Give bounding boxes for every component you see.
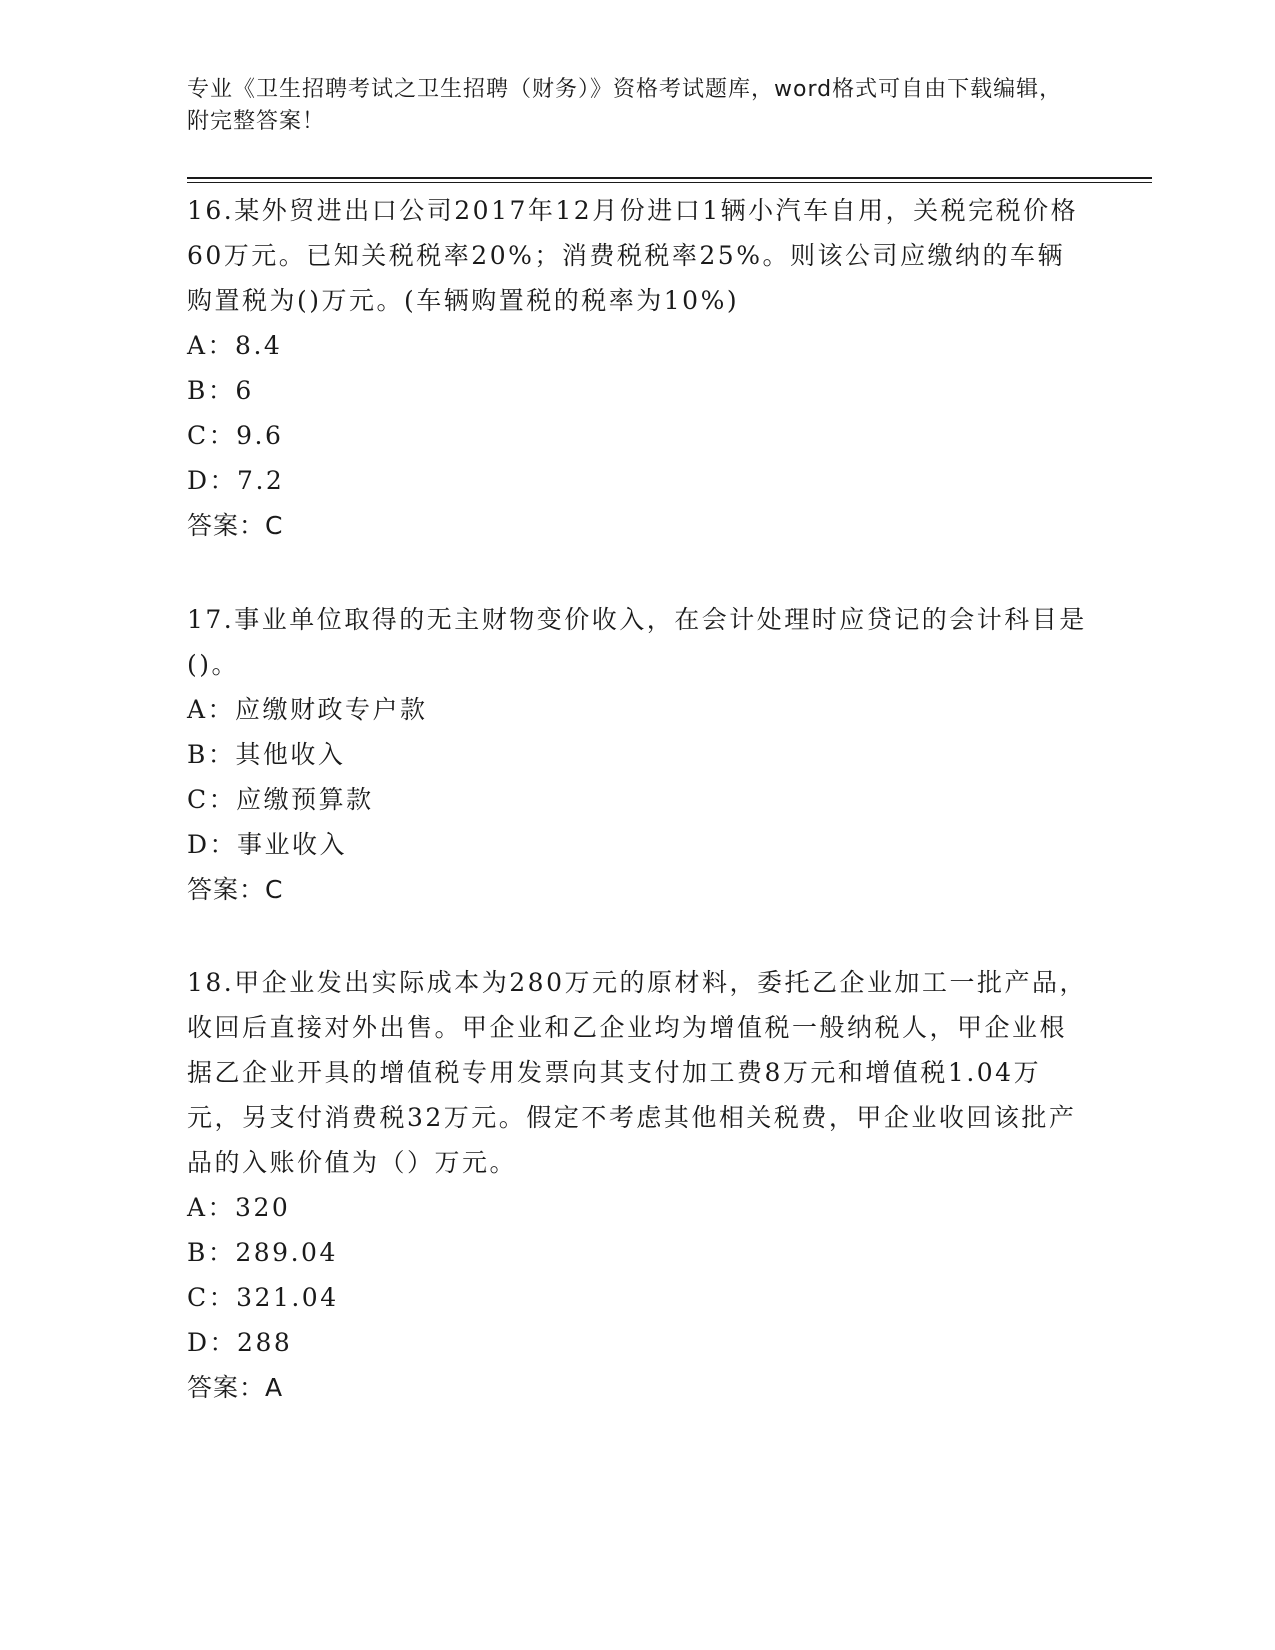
answer-line: 答案：C (187, 875, 284, 904)
question-stem: 17.事业单位取得的无主财物变价收入，在会计处理时应贷记的会计科目是()。 (187, 605, 1087, 679)
option-b: B：其他收入 (187, 740, 346, 769)
option-b: B：289.04 (187, 1238, 338, 1267)
option-a: A：320 (187, 1193, 291, 1222)
question-stem: 18.甲企业发出实际成本为280万元的原材料，委托乙企业加工一批产品，收回后直接对外出售。甲企业和乙企业均为增值税一般纳税人，甲企业根据乙企业开具的增值税专用发票向其支付加工费8万元和增值税1.04万元，另支付消费税32万元。假定不考虑其他相关税费，甲企业收回该批产品的入账价值为（）万元。 (187, 968, 1087, 1177)
option-a: A：8.4 (187, 331, 283, 360)
question-stem: 16.某外贸进出口公司2017年12月份进口1辆小汽车自用，关税完税价格60万元。已知关税税率20%；消费税税率25%。则该公司应缴纳的车辆购置税为()万元。(车辆购置税的税率为10%) (187, 196, 1079, 315)
header-divider (187, 177, 1152, 183)
answer-line: 答案：C (187, 511, 284, 540)
option-d: D：288 (187, 1328, 293, 1357)
option-c: C：应缴预算款 (187, 785, 374, 814)
question-16 (187, 188, 1087, 548)
question-17 (187, 597, 1087, 912)
document-intro: 专业《卫生招聘考试之卫生招聘（财务）》资格考试题库，word格式可自由下载编辑，附完整答案！ (187, 77, 1063, 134)
question-18 (187, 960, 1087, 1410)
option-b: B：6 (187, 376, 254, 405)
option-c: C：321.04 (187, 1283, 339, 1312)
option-d: D：7.2 (187, 466, 285, 495)
option-d: D：事业收入 (187, 830, 348, 859)
answer-line: 答案：A (187, 1373, 284, 1402)
option-a: A：应缴财政专户款 (187, 695, 428, 724)
option-c: C：9.6 (187, 421, 284, 450)
